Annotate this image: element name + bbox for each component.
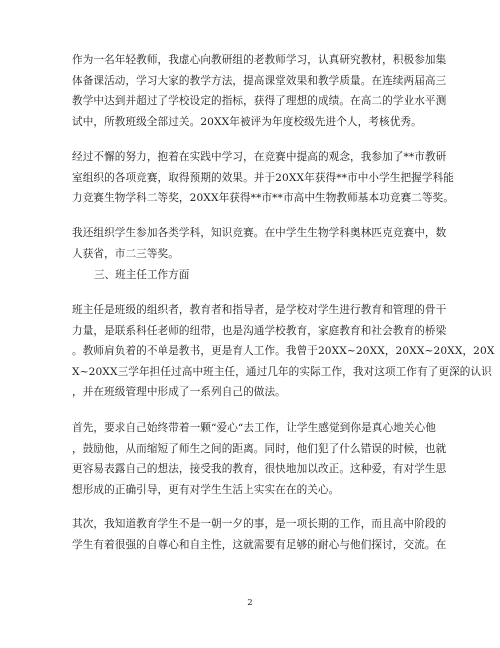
text-line: 作为一名年轻教师，我虚心向教研组的老教师学习，认真研究教材，积极参加集	[72, 54, 447, 66]
text-line: 力量，是联系科任老师的纽带，也是沟通学校教育，家庭教育和社会教育的桥梁	[72, 324, 447, 337]
text-line: 。教师肩负着的不单是教书，更是育人工作。我曾于20XX~20XX，20XX~20XX，20X	[72, 345, 495, 357]
paragraph-competitions	[72, 147, 455, 209]
text-line: 想形成的正确引导，更有对学生生活上实实在在的关心。	[72, 483, 340, 496]
text-line: 人获省，市二三等奖。	[72, 247, 179, 260]
text-line: 首先，要求自己始终带着一颗“爱心“去工作，让学生感觉到你是真心地关心他	[72, 422, 436, 434]
text-line: X~20XX三学年担任过高中班主任，通过几年的实际工作，我对这项工作有了更深的认识	[72, 365, 492, 378]
text-line: ，鼓励他，从而缩短了师生之间的距离。同时，他们犯了什么错误的时候，也就	[72, 442, 447, 455]
text-line: 力竞赛生物学科二等奖，20XX年获得**市**市高中生物教师基本功竞赛二等奖。	[72, 192, 455, 204]
text-line: ，并在班级管理中形成了一系列自己的做法。	[72, 386, 286, 398]
page-number: 2	[247, 598, 253, 608]
paragraph-student-competitions	[72, 223, 447, 264]
paragraph-class-teacher-role	[72, 300, 495, 403]
text-line: 经过不懈的努力，抱着在实践中学习，在竞赛中提高的观念，我参加了**市教研	[72, 151, 447, 163]
paragraph-second-point	[72, 514, 447, 555]
paragraph-first-point	[72, 418, 447, 500]
text-line: 试中，所教班级全部过关。20XX年被评为年度校级先进个人，考核优秀。	[72, 115, 422, 128]
text-line: 教学中达到并超过了学校设定的指标，获得了理想的成绩。在高二的学业水平测	[72, 95, 447, 107]
text-line: 体备课活动，学习大家的教学方法，提高课堂效果和教学质量。在连续两届高三	[72, 74, 447, 87]
text-line: 学生有着很强的自尊心和自主性，这就需要有足够的耐心与他们探讨，交流。在	[72, 538, 447, 551]
section-heading: 三、班主任工作方面	[94, 269, 190, 281]
text-line: 其次，我知道教育学生不是一朝一夕的事，是一项长期的工作，而且高中阶段的	[72, 518, 447, 530]
text-line: 我还组织学生参加各类学科，知识竞赛。在中学生生物学科奥林匹克竞赛中，数	[72, 227, 447, 239]
paragraph-teaching-results	[72, 50, 447, 132]
text-line: 室组织的各项竞赛，取得预期的效果。并于20XX年获得**市中小学生把握学科能	[72, 171, 454, 184]
text-line: 班主任是班级的组织者，教育者和指导者，是学校对学生进行教育和管理的骨干	[72, 304, 447, 316]
text-line: 更容易表露自己的想法，接受我的教育，很快地加以改正。这种爱，有对学生思	[72, 463, 447, 475]
